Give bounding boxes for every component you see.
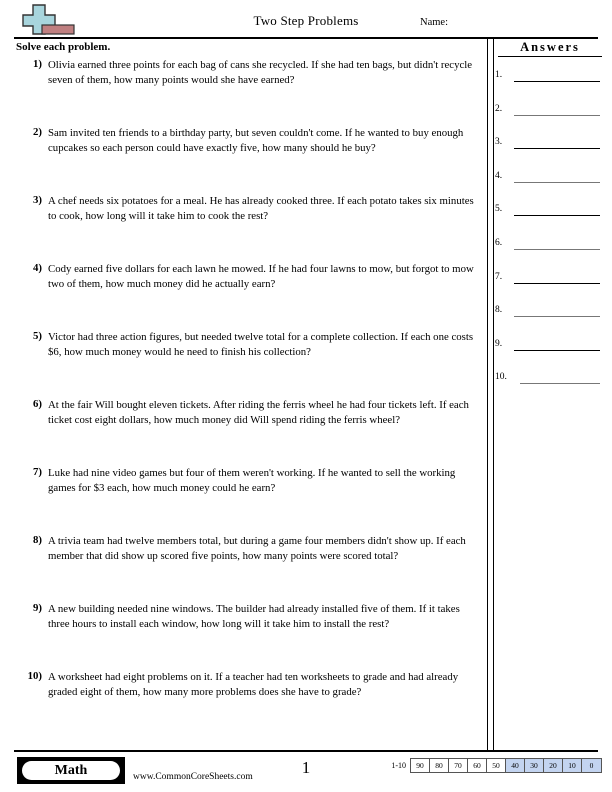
worksheet-header [0,0,612,38]
problem-text: Olivia earned three points for each bag of cans she recycled. If she had ten bags, but didn't recycle seven of them, how many points would she have earned? [48,59,473,87]
answer-slot[interactable] [495,137,605,171]
answer-slot-number: 7. [495,271,503,282]
worksheet-footer [0,751,612,792]
answer-write-line[interactable] [514,350,600,351]
instruction-text: Solve each problem. [16,41,111,53]
problem-list [16,58,482,738]
problem-number: 9) [33,602,42,614]
problem-number: 10) [27,670,42,682]
answer-write-line[interactable] [514,81,600,82]
problem-text: A trivia team had twelve members total, but during a game four members didn't show up. If each member that did show up scored five points, how many points were scored total? [48,535,466,563]
grading-scale-cell: 10 [563,759,582,772]
problem-number: 5) [33,330,42,342]
grading-scale-cell: 30 [525,759,544,772]
column-divider [487,38,494,751]
grading-scale-cell: 50 [487,759,506,772]
answer-slot-number: 5. [495,204,503,215]
page-title: Two Step Problems [253,13,359,28]
answer-slot-number: 4. [495,170,503,181]
problem-number: 3) [33,194,42,206]
answer-slot-number: 1. [495,70,503,80]
grading-scale-cell: 60 [468,759,487,772]
problem-item [16,262,482,330]
problem-number: 2) [33,126,42,138]
answer-slot[interactable] [495,238,605,272]
answer-write-line[interactable] [514,182,600,183]
answer-write-line[interactable] [514,283,600,284]
grading-scale-cell: 80 [430,759,449,772]
problem-number: 8) [33,534,42,546]
answer-slot[interactable] [495,305,605,339]
answer-column [495,70,605,406]
problem-item [16,670,482,738]
answer-slot-number: 9. [495,338,503,349]
answer-write-line[interactable] [514,249,600,250]
answer-write-line[interactable] [514,115,600,116]
problem-number: 6) [33,398,42,410]
problem-number: 4) [33,262,42,274]
grading-scale-cell: 40 [506,759,525,772]
problem-text: A worksheet had eight problems on it. If a teacher had ten worksheets to grade and had already graded eight of them, how many more problems does she have to grade? [48,671,459,699]
grading-scale-cells [410,758,602,773]
problem-text: Victor had three action figures, but needed twelve total for a complete collection. If each one costs $6, how much money would he need to finish his collection? [48,331,474,359]
problem-item [16,534,482,602]
subject-badge-label: Math [22,761,120,780]
answer-slot[interactable] [495,339,605,373]
problem-item [16,466,482,534]
page-number: 1 [301,758,311,777]
answer-write-line[interactable] [520,383,600,384]
grading-scale [391,758,602,773]
problem-text: A new building needed nine windows. The builder had already installed five of them. If it takes three hours to install each window, how long will it take him to install the rest? [48,603,460,631]
answer-write-line[interactable] [514,148,600,149]
answer-slot-number: 3. [495,137,503,148]
answer-slot-number: 10. [495,372,507,383]
name-field-label: Name: [420,17,448,28]
grading-scale-cell: 90 [411,759,430,772]
answer-slot[interactable] [495,70,605,104]
answers-column-heading: Answers [498,40,602,57]
header-divider-rule [14,37,598,39]
problem-item [16,194,482,262]
grading-scale-cell: 20 [544,759,563,772]
problem-text: At the fair Will bought eleven tickets. After riding the ferris wheel he had four tickets left. If each ticket cost eight dollars, how much money did Will spend riding the ferris wheel? [48,399,469,427]
grading-scale-cell: 0 [582,759,601,772]
problem-text: Sam invited ten friends to a birthday party, but seven couldn't come. If he wanted to buy enough cupcakes so each person could have exactly five, how many should he buy? [48,127,464,155]
answer-write-line[interactable] [514,316,600,317]
answer-slot-number: 6. [495,237,503,248]
problem-item [16,602,482,670]
answer-slot-number: 2. [495,103,503,114]
answer-slot[interactable] [495,272,605,306]
answer-slot[interactable] [495,372,605,406]
answer-slot[interactable] [495,204,605,238]
problem-text: A chef needs six potatoes for a meal. He has already cooked three. If each potato takes six minutes to cook, how long will it take him to cook the rest? [48,195,474,223]
problem-text: Luke had nine video games but four of them weren't working. If he wanted to sell the working games for $3 each, how much money could he earn? [48,467,456,495]
website-url: www.CommonCoreSheets.com [133,772,253,782]
problem-item [16,330,482,398]
answer-slot-number: 8. [495,305,503,316]
problem-number: 7) [33,466,42,478]
problem-text: Cody earned five dollars for each lawn he mowed. If he had four lawns to mow, but forgot to mow two of them, how much money did he actually earn? [48,263,474,291]
answer-slot[interactable] [495,104,605,138]
problem-number: 1) [33,58,42,70]
grading-scale-label: 1-10 [391,761,406,770]
problem-item [16,126,482,194]
answer-write-line[interactable] [514,215,600,216]
problem-item [16,398,482,466]
problem-item [16,58,482,126]
grading-scale-cell: 70 [449,759,468,772]
answer-slot[interactable] [495,171,605,205]
